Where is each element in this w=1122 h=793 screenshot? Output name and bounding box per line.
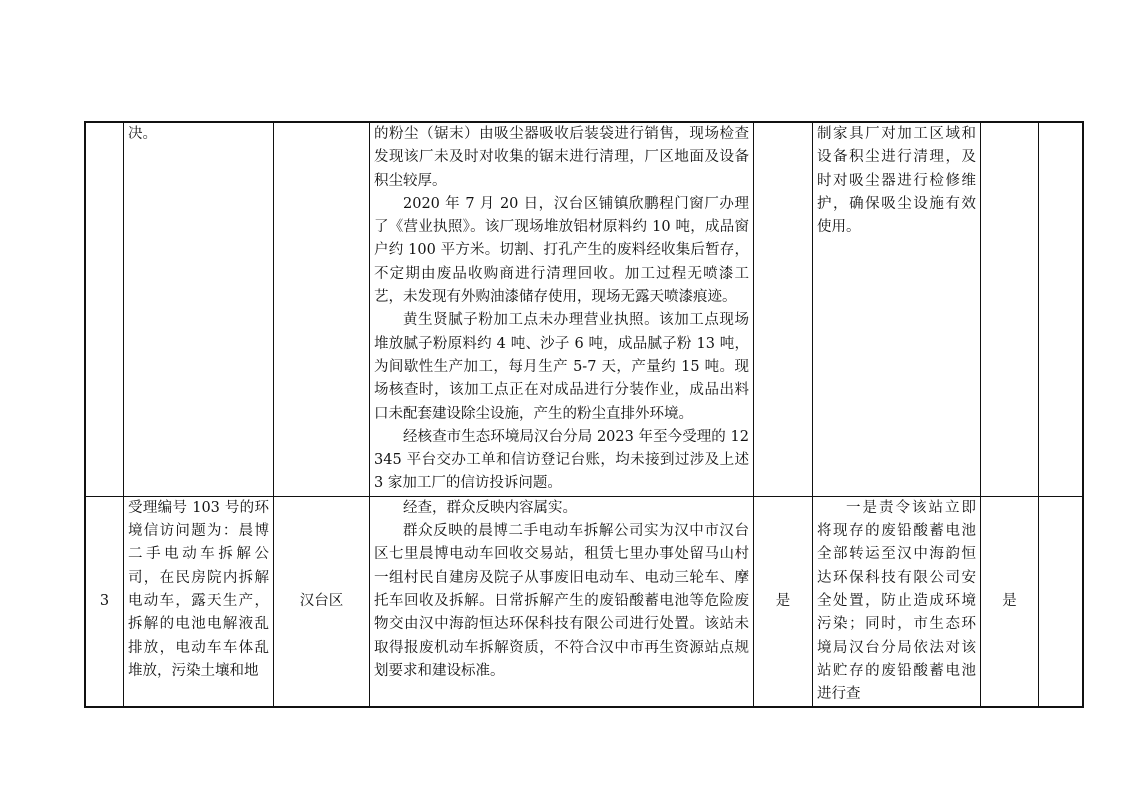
issue-text: 决。	[128, 126, 157, 142]
table-row	[85, 122, 1083, 496]
measure-paragraph: 制家具厂对加工区域和设备积尘进行清理，及时对吸尘器进行检修维护，确保吸尘设施有效使用。	[817, 126, 976, 236]
remark-cell	[1039, 496, 1084, 707]
measure-paragraph: 一是责令该站立即将现存的废铅酸蓄电池全部转运至汉中海韵恒达环保科技有限公司安全处置，防止造成环境污染；同时，市生态环境局汉台分局依法对该站贮存的废铅酸蓄电池进行查	[817, 499, 976, 703]
issue-cell	[124, 122, 274, 496]
remark-cell	[1039, 122, 1084, 496]
verified-cell: 是	[754, 496, 813, 707]
verified-cell	[754, 122, 813, 496]
issue-cell	[124, 496, 274, 707]
result-paragraph: 群众反映的晨博二手电动车拆解公司实为汉中市汉台区七里晨博电动车回收交易站，租赁七里办事处留马山村一组村民自建房及院子从事废旧电动车、电动三轮车、摩托车回收及拆解。日常拆解产生的废铅酸蓄电池等危险废物交由汉中海韵恒达环保科技有限公司进行处置。该站未取得报废机动车拆解资质，不符合汉中市再生资源站点规划要求和建设标准。	[374, 523, 749, 679]
district-cell: 汉台区	[274, 496, 370, 707]
result-paragraph: 黄生贤腻子粉加工点未办理营业执照。该加工点现场堆放腻子粉原料约 4 吨、沙子 6 吨，成品腻子粉 13 吨，为间歇性生产加工，每月生产 5-7 天，产量约 15 吨。现场核查时，该加工点正在对成品进行分装作业，成品出料口未配套建设除尘设施，产生的粉尘直排外环境。	[374, 312, 749, 422]
report-table	[84, 121, 1084, 708]
row-number-cell: 3	[85, 496, 124, 707]
table-row	[85, 496, 1083, 707]
measures-cell	[813, 496, 981, 707]
investigation-cell	[370, 122, 754, 496]
result-paragraph: 2020 年 7 月 20 日，汉台区铺镇欣鹏程门窗厂办理了《营业执照》。该厂现场堆放铝材原料约 10 吨，成品窗户约 100 平方米。切割、打孔产生的废料经收集后暂存，不定期由废品收购商进行清理回收。加工过程无喷漆工艺，未发现有外购油漆储存使用，现场无露天喷漆痕迹。	[374, 195, 749, 306]
row-number-cell	[85, 122, 124, 496]
completed-cell: 是	[981, 496, 1039, 707]
investigation-cell	[370, 496, 754, 707]
result-paragraph: 经查，群众反映内容属实。	[403, 499, 577, 516]
result-paragraph: 的粉尘（锯末）由吸尘器吸收后装袋进行销售，现场检查发现该厂未及时对收集的锯末进行清理，厂区地面及设备积尘较厚。	[374, 126, 749, 189]
district-cell	[274, 122, 370, 496]
issue-text: 受理编号 103 号的环境信访问题为：晨博二手电动车拆解公司，在民房院内拆解电动车，露天生产，拆解的电池电解液乱排放，电动车车体乱堆放，污染土壤和地	[128, 499, 269, 679]
result-paragraph: 经核查市生态环境局汉台分局 2023 年至今受理的 12345 平台交办工单和信访登记台账，均未接到过涉及上述 3 家加工厂的信访投诉问题。	[374, 428, 749, 492]
measures-cell	[813, 122, 981, 496]
completed-cell	[981, 122, 1039, 496]
